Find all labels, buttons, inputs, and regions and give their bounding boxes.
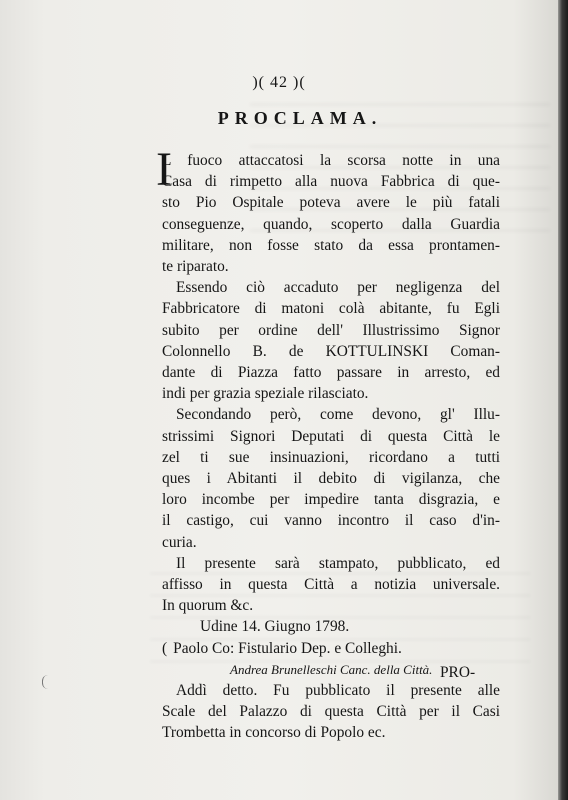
text-line: Il presente sarà stampato, pubblicato, ed	[176, 554, 500, 572]
text-line: conseguenze, quando, scoperto dalla Guardia	[162, 215, 500, 233]
text-line: indi per grazia speziale rilasciato.	[162, 385, 369, 403]
text-line: zel ti sue insinuazioni, ricordano a tutti	[162, 448, 500, 466]
proclamation-body	[156, 143, 500, 744]
paragraph-3	[162, 404, 500, 552]
proclamation-title: PROCLAMA.	[217, 108, 383, 128]
text-line: strissimi Signori Deputati di questa Città le	[162, 427, 500, 445]
text-line: te riparato.	[162, 258, 229, 276]
text-line: dante di Piazza fatto passare in arresto, ed	[162, 364, 500, 382]
text-line: curia.	[162, 533, 197, 551]
text-line: Secondando però, come devono, gl' Illu-	[176, 406, 500, 424]
text-line: Scale del Palazzo di questa Città per il Casi	[162, 703, 500, 721]
text-line: Casa di rimpetto alla nuova Fabbrica di que-	[162, 173, 500, 191]
text-line: Essendo ciò accaduto per negligenza del	[176, 279, 500, 297]
chancellor-line: Andrea Brunelleschi Canc. della Città.	[230, 661, 433, 677]
book-spine-edge	[558, 0, 568, 800]
margin-mark	[42, 675, 50, 689]
text-line: il castigo, cui vanno incontro il caso d'in-	[162, 512, 500, 530]
text-line: Colonnello B. de KOTTULINSKI Coman-	[162, 342, 500, 360]
paragraph-4	[162, 553, 500, 617]
text-line: L fuoco attaccatosi la scorsa notte in una	[162, 152, 500, 169]
text-line: Trombetta in concorso di Popolo ec.	[162, 724, 386, 742]
drop-cap: I	[156, 143, 172, 196]
text-line: sto Pio Ospitale poteva avere le più fatali	[162, 194, 500, 212]
brace-glyph: (	[162, 639, 168, 657]
paragraph-1	[156, 143, 500, 277]
signature-line	[162, 638, 500, 659]
text-line: loro incombe per impedire tanta disgrazia, e	[162, 491, 500, 509]
text-line: subito per ordine dell' Illustrissimo Signor	[162, 321, 500, 339]
text-line: affisso in questa Città a notizia universale.	[162, 576, 500, 594]
text-line: ques i Abitanti il debito di vigilanza, che	[162, 470, 500, 488]
catchword: PRO-	[440, 664, 476, 681]
paragraph-2	[162, 277, 500, 404]
page-number: )( 42 )(	[252, 74, 306, 91]
date-line: Udine 14. Giugno 1798.	[200, 618, 350, 636]
paragraph-5	[162, 680, 500, 744]
signature-text: Paolo Co: Fistulario Dep. e Colleghi.	[173, 639, 402, 657]
text-line: militare, non fosse stato da essa prontamen-	[162, 236, 500, 254]
text-line: Fabbricatore di matoni colà abitante, fu Egli	[162, 300, 500, 318]
text-line: Addì detto. Fu pubblicato il presente alle	[176, 682, 500, 700]
text-line: In quorum &c.	[162, 597, 254, 615]
